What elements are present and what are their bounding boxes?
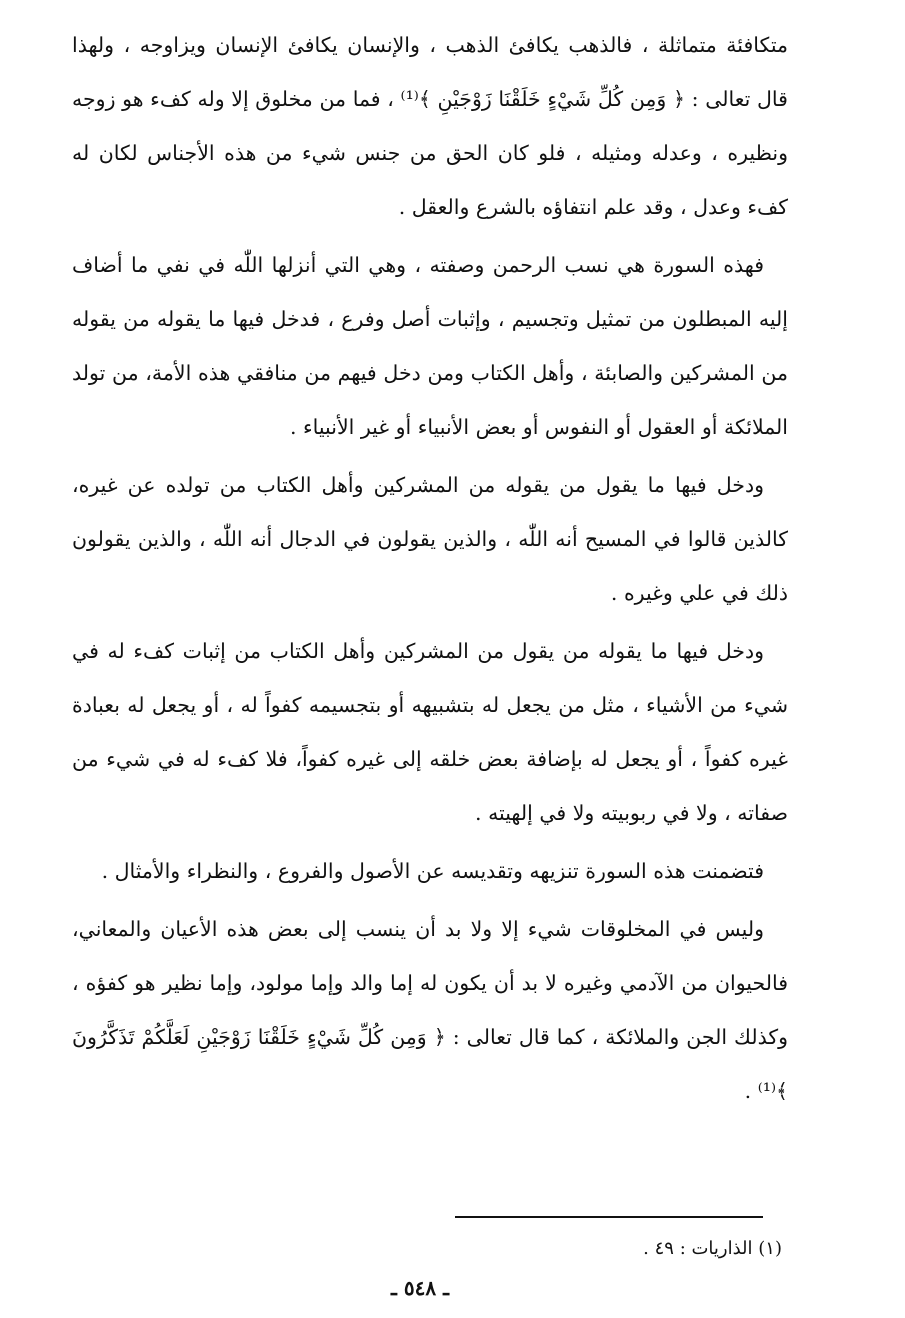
paragraph-2: فهذه السورة هي نسب الرحمن وصفته ، وهي التي أنزلها اللّٰه في نفي ما أضاف إليه المبطلون من تمثيل وتجسيم ، وإثبات أصل وفرع ، فدخل فيها ما يقوله من يقوله من المشركين والصابئة ، وأهل الكتاب ومن دخل فيهم من منافقي هذه الأمة، من تولد الملائكة أو العقول أو النفوس أو بعض الأنبياء أو غير الأنبياء .	[72, 253, 788, 439]
page-number: ـ ٥٤٨ ـ	[391, 1276, 449, 1300]
footnote-divider	[455, 1216, 763, 1218]
paragraph-1: متكافئة متماثلة ، فالذهب يكافئ الذهب ، والإنسان يكافئ الإنسان ويزاوجه ، ولهذا قال تعالى : ﴿ وَمِن كُلِّ شَيْءٍ خَلَقْنَا زَوْجَيْنِ ﴾⁽¹⁾ ، فما من مخلوق إلا وله كفء هو زوجه ونظيره ، وعدله ومثيله ، فلو كان الحق من جنس شيء من هذه الأجناس لكان له كفء وعدل ، وقد علم انتفاؤه بالشرع والعقل .	[72, 33, 788, 219]
paragraph-3: ودخل فيها ما يقول من يقوله من المشركين وأهل الكتاب من تولده عن غيره، كالذين قالوا في المسيح أنه اللّٰه ، والذين يقولون في الدجال أنه اللّٰه ، والذين يقولون ذلك في علي وغيره .	[72, 473, 788, 605]
page-body	[72, 18, 788, 1118]
paragraph-6: وليس في المخلوقات شيء إلا ولا بد أن ينسب إلى بعض هذه الأعيان والمعاني، فالحيوان من الآدمي وغيره لا بد أن يكون له إما والد وإما مولود، وإما نظير هو كفؤه ، وكذلك الجن والملائكة ، كما قال تعالى : ﴿ وَمِن كُلِّ شَيْءٍ خَلَقْنَا زَوْجَيْنِ لَعَلَّكُمْ تَذَكَّرُونَ ﴾⁽¹⁾ .	[72, 917, 788, 1103]
paragraph-4: ودخل فيها ما يقوله من يقول من المشركين وأهل الكتاب من إثبات كفء له في شيء من الأشياء ، مثل من يجعل له بتشبيهه أو بتجسيمه كفواً له ، أو يجعل له بعبادة غيره كفواً ، أو يجعل له بإضافة بعض خلقه إلى غيره كفواً، فلا كفء له في شيء من صفاته ، ولا في ربوبيته ولا في إلهيته .	[72, 639, 788, 825]
footnote: (١) الذاريات : ٤٩ .	[643, 1238, 782, 1259]
paragraph-5: فتضمنت هذه السورة تنزيهه وتقديسه عن الأصول والفروع ، والنظراء والأمثال .	[101, 859, 764, 883]
